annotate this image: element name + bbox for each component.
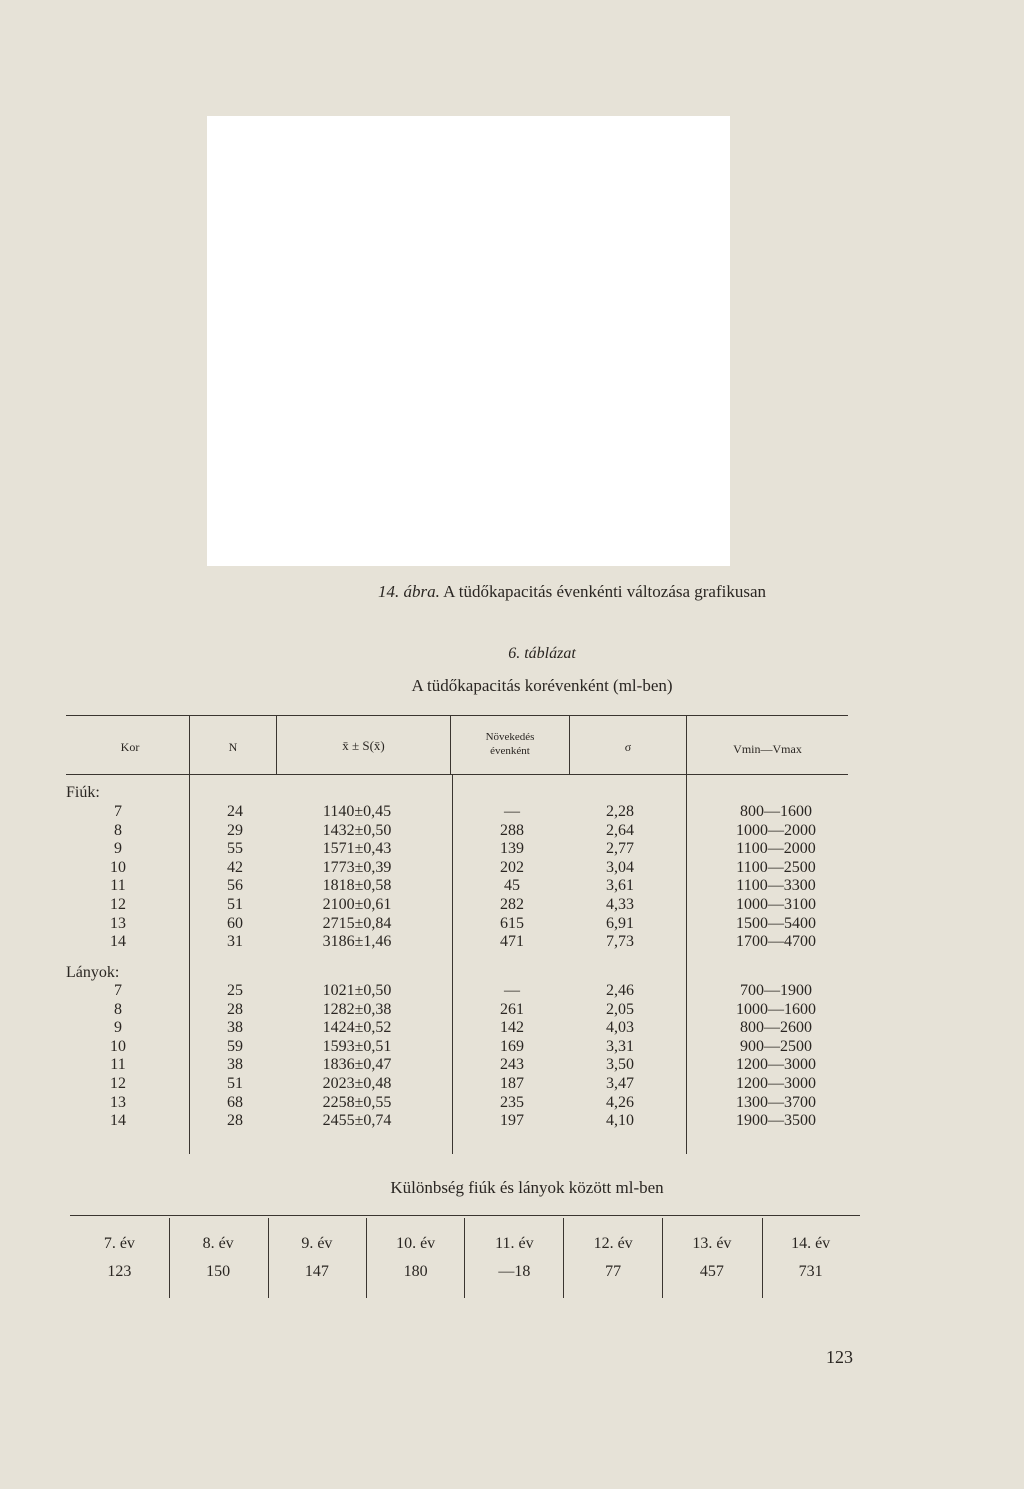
difference-top-rule <box>70 1215 860 1216</box>
table-cell: 1424±0,52 <box>322 1019 392 1037</box>
header-mean: x̄ ± S(x̄) <box>342 738 385 753</box>
body-divider-1 <box>189 774 190 1154</box>
table-cell: 11 <box>110 877 126 895</box>
table-cell: 615 <box>500 914 524 932</box>
header-range: Vmin—Vmax <box>733 742 802 756</box>
table-cell: 2715±0,84 <box>322 914 392 932</box>
table-cell: 1100—2500 <box>736 858 816 876</box>
table-cell: 2,64 <box>606 821 634 839</box>
table-cell: 471 <box>500 933 524 951</box>
table-cell: 142 <box>500 1019 524 1037</box>
table-cell: 13 <box>110 914 126 932</box>
table-cell: 38 <box>227 1056 243 1074</box>
table-cell: 14 <box>110 1112 126 1130</box>
diff-divider-1 <box>169 1218 170 1298</box>
header-n: N <box>228 740 238 754</box>
table-cell: 10 <box>110 858 126 876</box>
difference-value: 77 <box>605 1263 622 1280</box>
difference-year: 14. év <box>791 1235 831 1252</box>
table-cell: 900—2500 <box>740 1037 812 1055</box>
difference-value: 457 <box>699 1263 724 1280</box>
table-cell: 1818±0,58 <box>322 877 392 895</box>
boys-sigma-column <box>590 803 650 952</box>
table-cell: 9 <box>114 840 122 858</box>
table-cell: 11 <box>110 1056 126 1074</box>
table-cell: 2,28 <box>606 803 634 820</box>
table-cell: 139 <box>500 840 524 858</box>
table-cell: 2023±0,48 <box>322 1074 392 1092</box>
girls-range-column <box>706 982 846 1131</box>
table-cell: 187 <box>500 1074 524 1092</box>
table-cell: 1432±0,50 <box>322 821 392 839</box>
girls-kor-column <box>98 982 138 1131</box>
table-cell: 2455±0,74 <box>322 1112 392 1130</box>
boys-n-column <box>210 803 260 952</box>
difference-year: 11. év <box>495 1235 534 1252</box>
table-cell: 8 <box>114 1000 122 1018</box>
table-cell: 1836±0,47 <box>322 1056 392 1074</box>
table-cell: 202 <box>500 858 524 876</box>
table-cell: 1593±0,51 <box>322 1037 392 1055</box>
table-cell: 4,03 <box>606 1019 634 1037</box>
group-label-boys: Fiúk: <box>66 784 100 801</box>
diff-divider-5 <box>563 1218 564 1298</box>
table-cell: 2258±0,55 <box>322 1093 392 1111</box>
difference-year: 10. év <box>396 1235 436 1252</box>
table-cell: 45 <box>504 877 520 895</box>
table-title: A tüdőkapacitás korévenként (ml-ben) <box>411 676 673 695</box>
table-cell: 12 <box>110 1074 126 1092</box>
table-cell: 700—1900 <box>740 982 812 999</box>
table-cell: 55 <box>227 840 243 858</box>
table-cell: 1000—3100 <box>736 895 816 913</box>
table-cell: 2,05 <box>606 1000 634 1018</box>
table-cell: 3,31 <box>606 1037 634 1055</box>
table-cell: 7,73 <box>606 933 634 951</box>
table-cell: 1000—2000 <box>736 821 816 839</box>
table-cell: 3186±1,46 <box>322 933 392 951</box>
figure-caption <box>0 582 1024 602</box>
table-cell: 235 <box>500 1093 524 1111</box>
header-growth-line2: évenként <box>490 745 530 757</box>
header-sigma: σ <box>624 740 632 754</box>
table-cell: 282 <box>500 895 524 913</box>
boys-kor-column <box>98 803 138 952</box>
table-cell: 1000—1600 <box>736 1000 816 1018</box>
table-cell: 1100—2000 <box>736 840 816 858</box>
table-cell: 1773±0,39 <box>322 858 392 876</box>
table-cell: 28 <box>227 1112 243 1130</box>
table-cell: 10 <box>110 1037 126 1055</box>
figure-caption-number: 14. ábra. <box>377 582 440 601</box>
table-cell: 14 <box>110 933 126 951</box>
table-cell: 800—2600 <box>740 1019 812 1037</box>
table-cell: 288 <box>500 821 524 839</box>
difference-year: 8. év <box>202 1235 234 1252</box>
table-cell: 261 <box>500 1000 524 1018</box>
girls-n-column <box>210 982 260 1131</box>
table-cell: 13 <box>110 1093 126 1111</box>
table-cell: 29 <box>227 821 243 839</box>
table-cell: 3,50 <box>606 1056 634 1074</box>
table-cell: 60 <box>227 914 243 932</box>
table-cell: 1140±0,45 <box>322 803 392 820</box>
table-cell: 3,04 <box>606 858 634 876</box>
difference-value: 147 <box>304 1263 329 1280</box>
difference-year: 13. év <box>692 1235 732 1252</box>
boys-growth-column <box>482 803 542 952</box>
boys-mean-column <box>292 803 422 952</box>
group-label-girls: Lányok: <box>66 964 120 981</box>
table-cell: 4,26 <box>606 1093 634 1111</box>
table-cell: 243 <box>500 1056 524 1074</box>
table-cell: 1900—3500 <box>736 1112 816 1130</box>
table-cell: 197 <box>500 1112 524 1130</box>
table-cell: 7 <box>114 982 122 999</box>
table-number: 6. táblázat <box>508 645 576 662</box>
table-cell: 1282±0,38 <box>322 1000 392 1018</box>
table-cell: 1500—5400 <box>736 914 816 932</box>
difference-value: 731 <box>798 1263 823 1280</box>
boys-range-column <box>706 803 846 952</box>
body-divider-3 <box>686 774 687 1154</box>
difference-years-row <box>70 1235 860 1253</box>
table-cell: 169 <box>500 1037 524 1055</box>
table-cell: 68 <box>227 1093 243 1111</box>
table-cell: 1100—3300 <box>736 877 816 895</box>
difference-year: 7. év <box>103 1235 135 1252</box>
header-kor: Kor <box>120 740 140 754</box>
table-cell: 1200—3000 <box>736 1056 816 1074</box>
table-cell: 2100±0,61 <box>322 895 392 913</box>
table-cell: 1300—3700 <box>736 1093 816 1111</box>
girls-mean-column <box>292 982 422 1131</box>
body-divider-2 <box>452 774 453 1154</box>
diff-divider-3 <box>366 1218 367 1298</box>
difference-values-row <box>70 1263 860 1281</box>
page-number: 123 <box>826 1347 853 1367</box>
difference-year: 12. év <box>593 1235 633 1252</box>
difference-value: 180 <box>403 1263 428 1280</box>
table-cell: 2,77 <box>606 840 634 858</box>
table-cell: 1200—3000 <box>736 1074 816 1092</box>
diff-divider-4 <box>464 1218 465 1298</box>
table-cell: — <box>504 982 520 999</box>
table-cell: 1571±0,43 <box>322 840 392 858</box>
difference-value: 150 <box>206 1263 231 1280</box>
difference-title: Különbség fiúk és lányok között ml-ben <box>390 1178 664 1197</box>
table-cell: 800—1600 <box>740 803 812 820</box>
table-cell: 38 <box>227 1019 243 1037</box>
girls-growth-column <box>482 982 542 1131</box>
difference-value: —18 <box>498 1263 531 1280</box>
diff-divider-2 <box>268 1218 269 1298</box>
table-cell: 3,61 <box>606 877 634 895</box>
table-cell: 1021±0,50 <box>322 982 392 999</box>
header-growth-line1: Növekedés <box>485 731 535 743</box>
diff-divider-7 <box>762 1218 763 1298</box>
table-cell: 31 <box>227 933 243 951</box>
table-top-rule <box>66 715 848 716</box>
diff-divider-6 <box>662 1218 663 1298</box>
figure-image <box>207 116 730 566</box>
table-cell: 25 <box>227 982 243 999</box>
table-cell: 56 <box>227 877 243 895</box>
table-cell: 28 <box>227 1000 243 1018</box>
table-cell: 6,91 <box>606 914 634 932</box>
table-cell: 9 <box>114 1019 122 1037</box>
table-cell: 4,33 <box>606 895 634 913</box>
difference-year: 9. év <box>301 1235 333 1252</box>
table-cell: 59 <box>227 1037 243 1055</box>
table-cell: 4,10 <box>606 1112 634 1130</box>
table-cell: 51 <box>227 895 243 913</box>
girls-sigma-column <box>590 982 650 1131</box>
table-cell: 24 <box>227 803 243 820</box>
table-cell: 2,46 <box>606 982 634 999</box>
table-cell: 7 <box>114 803 122 820</box>
table-cell: 12 <box>110 895 126 913</box>
header-growth <box>451 730 569 758</box>
table-cell: 8 <box>114 821 122 839</box>
table-header-rule <box>66 774 848 775</box>
table-cell: 51 <box>227 1074 243 1092</box>
table-cell: 1700—4700 <box>736 933 816 951</box>
table-cell: 3,47 <box>606 1074 634 1092</box>
table-cell: — <box>504 803 520 820</box>
figure-caption-text: A tüdőkapacitás évenkénti változása grafikusan <box>443 582 767 601</box>
table-cell: 42 <box>227 858 243 876</box>
difference-value: 123 <box>107 1263 132 1280</box>
